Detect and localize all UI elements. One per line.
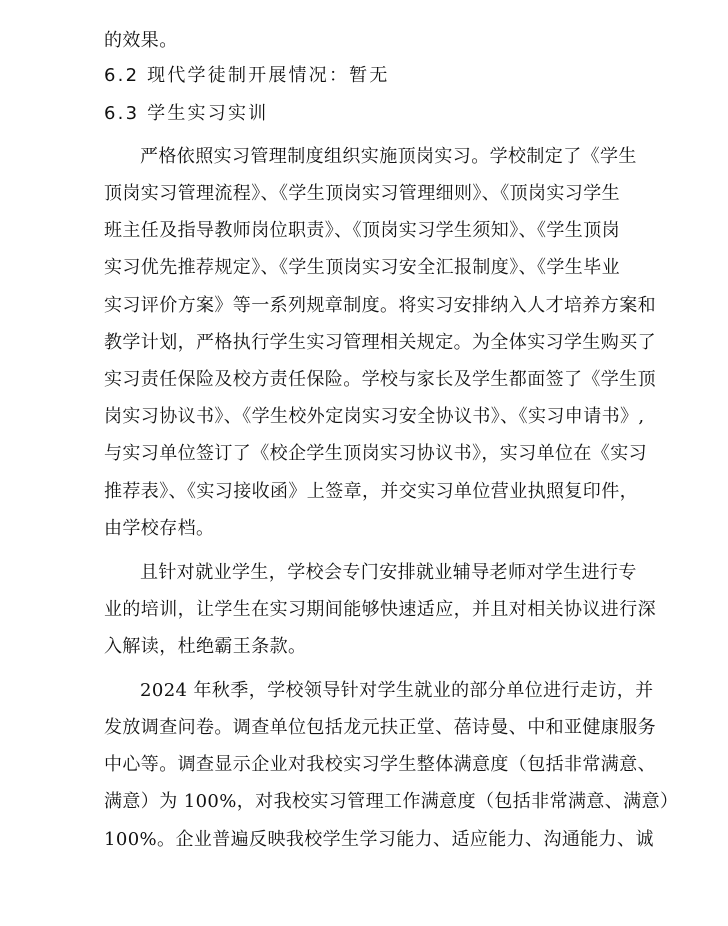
- paragraph-1-line: 班主任及指导教师岗位职责》、《顶岗实习学生须知》、《学生顶岗: [104, 220, 620, 241]
- paragraph-2-line: 且针对就业学生，学校会专门安排就业辅导老师对学生进行专: [140, 562, 637, 583]
- paragraph-3-line: 2024 年秋季，学校领导针对学生就业的部分单位进行走访，并: [140, 680, 654, 701]
- paragraph-2-line: 业的培训，让学生在实习期间能够快速适应，并且对相关协议进行深: [104, 599, 656, 620]
- paragraph-1-line: 实习评价方案》等一系列规章制度。将实习安排纳入人才培养方案和: [104, 295, 656, 316]
- paragraph-3-line: 发放调查问卷。调查单位包括龙元扶正堂、蓓诗曼、中和亚健康服务: [104, 717, 656, 738]
- paragraph-3-line: 满意）为 100%，对我校实习管理工作满意度（包括非常满意、满意）: [104, 791, 679, 812]
- paragraph-1-line: 严格依照实习管理制度组织实施顶岗实习。学校制定了《学生: [140, 146, 637, 167]
- paragraph-1-line: 与实习单位签订了《校企学生顶岗实习协议书》，实习单位在《实习: [104, 443, 647, 464]
- paragraph-3-line: 中心等。调查显示企业对我校实习学生整体满意度（包括非常满意、: [104, 754, 656, 775]
- text-line-continuation: 的效果。: [104, 30, 178, 51]
- paragraph-3-line: 100%。企业普遍反映我校学生学习能力、适应能力、沟通能力、诚: [104, 829, 654, 850]
- paragraph-1-line: 推荐表》、《实习接收函》上签章，并交实习单位营业执照复印件，: [104, 481, 638, 502]
- paragraph-1-line: 由学校存档。: [104, 518, 215, 539]
- paragraph-1-line: 顶岗实习管理流程》、《学生顶岗实习管理细则》、《顶岗实习学生: [104, 183, 620, 204]
- paragraph-1-line: 教学计划，严格执行学生实习管理相关规定。为全体实习学生购买了: [104, 332, 656, 353]
- section-heading-6-2: 6.2 现代学徒制开展情况：暂无: [104, 65, 390, 86]
- paragraph-1-line: 岗实习协议书》、《学生校外定岗实习安全协议书》、《实习申请书》,: [104, 406, 645, 427]
- section-heading-6-3: 6.3 学生实习实训: [104, 103, 269, 124]
- paragraph-1-line: 实习责任保险及校方责任保险。学校与家长及学生都面签了《学生顶: [104, 369, 656, 390]
- paragraph-1-line: 实习优先推荐规定》、《学生顶岗实习安全汇报制度》、《学生毕业: [104, 257, 620, 278]
- paragraph-2-line: 入解读，杜绝霸王条款。: [104, 636, 307, 657]
